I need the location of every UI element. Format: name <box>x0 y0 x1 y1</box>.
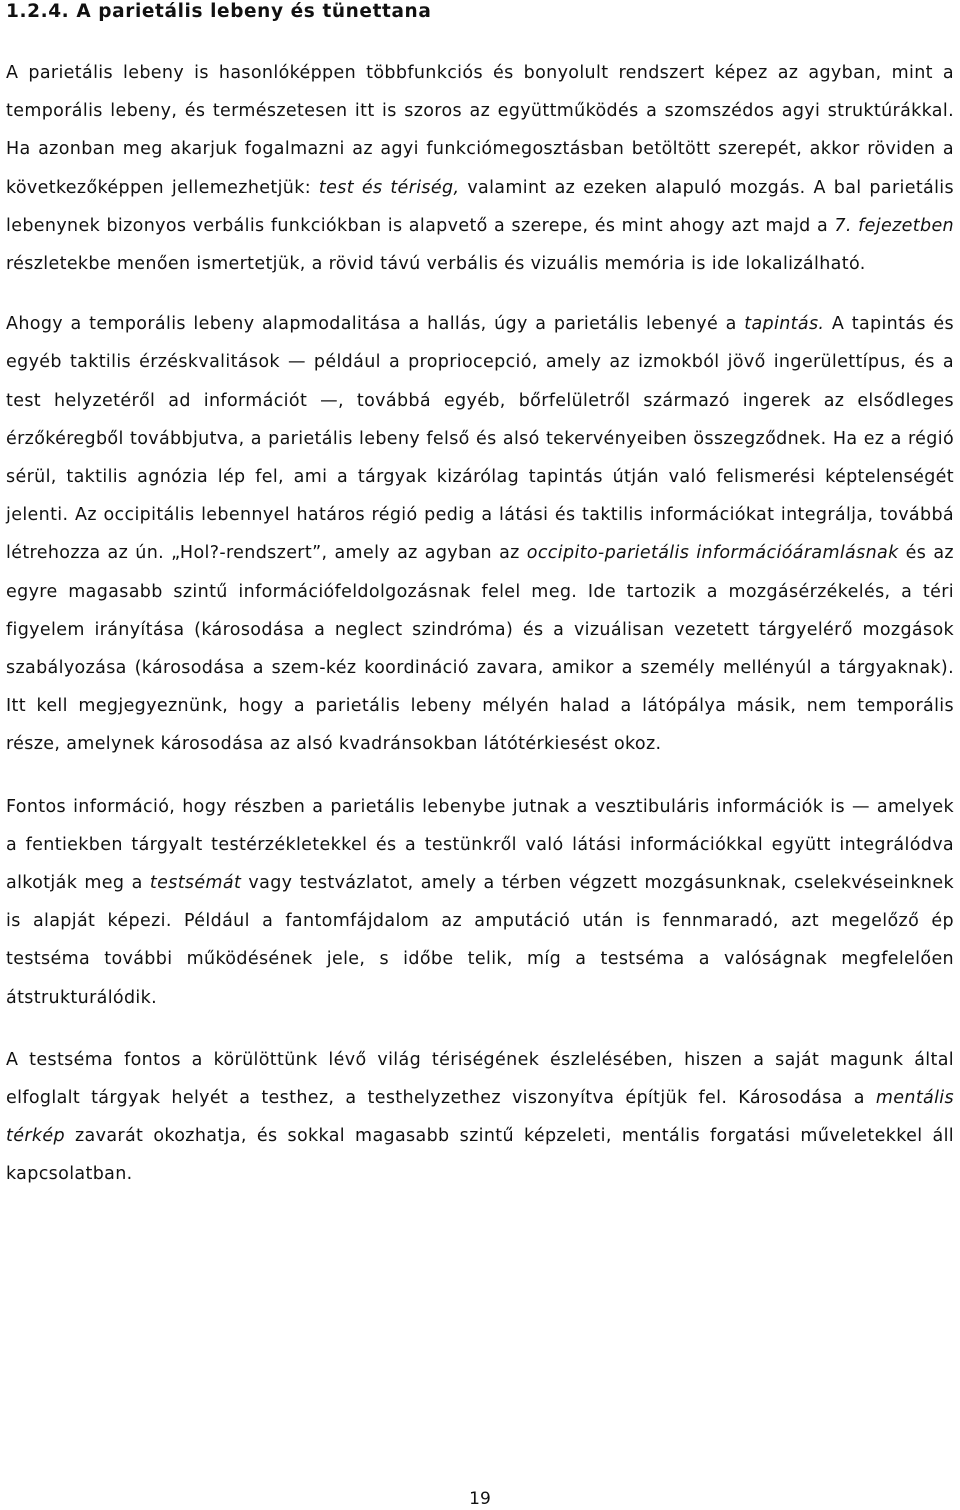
paragraph-1-italic-2: 7. fejezetben <box>834 215 955 236</box>
page-number: 19 <box>469 1489 491 1509</box>
paragraph-2-text-3: és az egyre magasabb szintű információfeldolgozásnak felel meg. Ide tartozik a mozgásérzékelés, a téri figyelem irányítása (károsodása a neglect szindróma) és a vizuálisan vezetett tárgyelérő mozgások szabályozása (károsodása a szem-kéz koordináció zavara, amikor a személy mellényúl a tárgyaknak). Itt kell megjegyeznünk, hogy a parietális lebeny mélyén halad a látópálya másik, nem temporális része, amelynek károsodása az alsó kvadránsokban látótérkiesést okoz. <box>6 543 954 755</box>
paragraph-3-text-1: Fontos információ, hogy részben a parietális lebenybe jutnak a vesztibuláris információk is — amelyek a fentiekben tárgyalt testérzékletekkel és a testünkről való látási információkkal együtt integrálódva alkotják meg a <box>6 796 954 894</box>
paragraph-1 <box>6 54 954 283</box>
paragraph-4-text-2: zavarát okozhatja, és sokkal magasabb szintű képzeleti, mentális forgatási műveletekkel áll kapcsolatban. <box>6 1126 954 1185</box>
paragraph-1-text-2: valamint az ezeken alapuló mozgás. A bal parietális lebenynek bizonyos verbális funkciókban is alapvető a szerepe, és mint ahogy azt majd a <box>6 177 954 236</box>
paragraph-1-text-3: részletekbe menően ismertetjük, a rövid távú verbális és vizuális memória is ide lokalizálható. <box>6 254 866 275</box>
paragraph-2-italic-2: occipito-parietális információáramlásnak <box>526 543 899 564</box>
paragraph-3 <box>6 788 954 1017</box>
paragraph-1-text-1: A parietális lebeny is hasonlóképpen többfunkciós és bonyolult rendszert képez az agyban, mint a temporális lebeny, és természetesen itt is szoros az együttműködés a szomszédos agyi struktúrákkal. Ha azonban meg akarjuk fogalmazni az agyi funkciómegosztásban betöltött szerepét, akkor röviden a következőképpen jellemezhetjük: <box>6 63 954 198</box>
paragraph-4 <box>6 1041 954 1194</box>
paragraph-2-italic-1: tapintás. <box>744 314 825 335</box>
paragraph-3-italic-1: testsémát <box>149 873 242 894</box>
paragraph-3-text-2: vagy testvázlatot, amely a térben végzett mozgásunknak, cselekvéseinknek is alapját képezi. Például a fantomfájdalom az amputáció után is fennmaradó, azt megelőző ép testséma további működésének jele, s időbe telik, míg a testséma a valóságnak megfelelően átstrukturálódik. <box>6 873 954 1008</box>
paragraph-2 <box>6 305 954 763</box>
section-heading: 1.2.4. A parietális lebeny és tünettana <box>6 1 432 22</box>
paragraph-4-italic-1: mentális térkép <box>6 1088 954 1147</box>
paragraph-4-text-1: A testséma fontos a körülöttünk lévő világ tériségének észlelésében, hiszen a saját magunk által elfoglalt tárgyak helyét a testhez, a testhelyzethez viszonyítva építjük fel. Károsodása a <box>6 1049 954 1109</box>
paragraph-2-text-2: A tapintás és egyéb taktilis érzéskvalitások — például a propriocepció, amely az izmokból jövő ingerülettípus, és a test helyzetéről ad információt —, továbbá egyéb, bőrfelületről származó ingerek az elsődleges érzőkéregből továbbjutva, a parietális lebeny felső és alsó tekervényeiben összegződnek. Ha ez a régió sérül, taktilis agnózia lép fel, ami a tárgyak kizárólag tapintás útján való felismerési képtelenségét jelenti. Az occipitális lebennyel határos régió pedig a látási és taktilis információkat integrálja, továbbá létrehozza az ún. „Hol?-rendszert”, amely az agyban az <box>6 314 954 564</box>
paragraph-2-text-1: Ahogy a temporális lebeny alapmodalitása a hallás, úgy a parietális lebenyé a <box>6 314 745 335</box>
paragraph-1-italic-1: test és tériség, <box>318 177 460 198</box>
